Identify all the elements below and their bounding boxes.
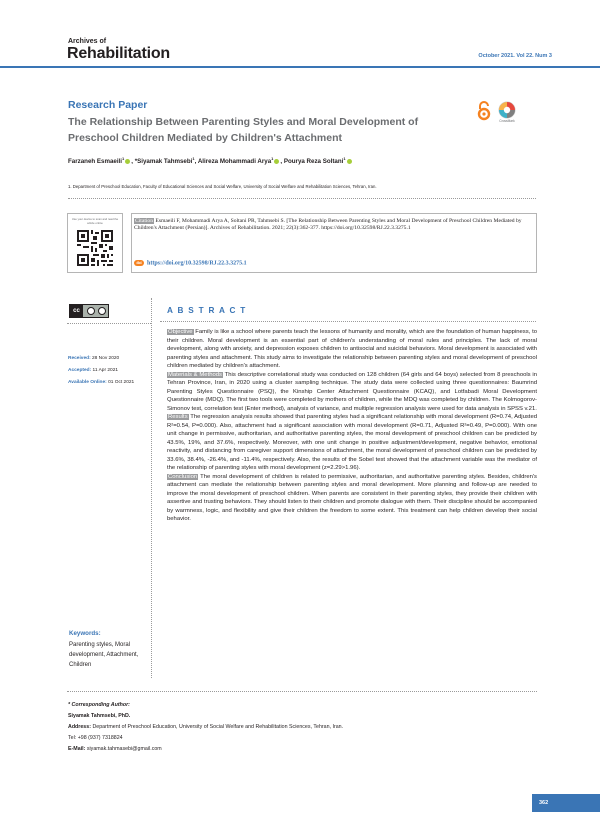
orcid-icon[interactable] (274, 159, 279, 164)
journal-name-top: Archives of (68, 38, 107, 45)
open-access-icon[interactable] (476, 101, 492, 121)
abstract-section: Results The regression analysis results showed that parenting styles had a significant relationship with moral development (R=0.74, Adjusted R²=0.54, P=0.000). Also, attachment had a significant association with moral development (R=0.71, Adjusted R²=0.49, P=0.000). With one unit change in permissive, authoritarian, and authoritative parenting styles, the moral development of preschool children can be predicted by 43.5%, 19%, and 37.6%, respectively. Moreover, with one unit change in positive adjustment/development, negative behavior, emotional reactivity, and distancing from caregiver support dimensions of attachment, the moral development of preschool children can be predicted by 33.6%, 38.4%, -26.4%, and -11.4%, respectively. Also, the results of the Sobel test showed that the attachment variable was the mediator of the relationship of parenting styles with moral development (z=2.29>1.96). (167, 414, 537, 471)
accepted-date: 11 Apr 2021 (92, 368, 119, 373)
cc-license-icon[interactable] (69, 304, 109, 318)
divider (160, 321, 536, 322)
online-date: 01 Oct 2021 (108, 380, 135, 385)
keywords-heading: Keywords: (69, 630, 101, 637)
orcid-icon[interactable] (125, 159, 130, 164)
abstract-section: Conclusion The moral development of children is related to permissive, authoritarian, and authoritative parenting styles. Besides, children's attachment can mediate the relationship between parenting styles and moral development. More planning and follow-up are needed to improve the moral development of preschool children. When parents are consistent in their parenting styles, they provide their children with assertive and trusting behaviors. They should listen to their children and promote dialogue with them. Their discipline should be accompanied by warmness, logic, and flexibility and give their children the freedom to some extent. This treatment can help children develop their social behavior. (167, 473, 537, 522)
abstract-section: Materials & Methods This descriptive correlational study was conducted on 128 children (64 girls and 64 boys) selected from 8 preschools in Tehran Province, Iran, in 2020 using a cluster sampling technique. The study data were collected using three questionnaires: Baumrind Parenting Styles Questionnaire (PSQ), the Kinship Center Attachment Questionnaire (KCAQ), and Lotfabadi Moral Development Questionnaire (MDQ). The first two tools were completed by mothers of children, while the MDQ was completed by children. The Kolmogorov-Simonov test, correlation test (Enter method), analysis of variance, and multiple regression analysis were used for data analysis in SPSS v.21. (167, 371, 537, 412)
doi-link[interactable]: https://doi.org/10.32598/RJ.22.3.3275.1 (147, 260, 247, 267)
svg-text:CrossMark: CrossMark (499, 119, 515, 123)
citation-text: Esmaeili F, Mohammadi Arya A, Soltani PR, Tahmsebi S. [The Relationship Between Parenting Styles and Moral Development of Preschool Children Mediated by Children's Attachment (Persian)]. Archives of Rehabilitation. 2021; 22(3):362-377. https://doi.org/10.32598/RJ.22.3.3275.1 (134, 218, 522, 232)
issue-info: October 2021. Vol 22. Num 3 (478, 53, 552, 59)
abstract-section: Objective Family is like a school where parents teach the lessons of humanity and morality, which are the foundation of human happiness, to their children. Moral development is an essential part of children's understanding of moral rules and principles. The lack of moral development, along with anxiety, and depression exposes children to antisocial and suicidal behaviors. Moral development is associated with parenting styles and attachment. This study aims to investigate the relationship between parenting styles and moral development of preschool children mediated by children's attachment. (167, 329, 537, 369)
article-title: The Relationship Between Parenting Styles and Moral Development of Preschool Children Mediated by Children's Attachment (68, 116, 419, 144)
qr-code-icon[interactable] (75, 228, 115, 268)
accepted-label: Accepted: (68, 368, 92, 373)
address-text: Department of Preschool Education, University of Social Welfare and Rehabilitation Sciences, Tehran, Iran. (90, 724, 344, 730)
section-label: Results (168, 414, 188, 420)
keywords-list: Parenting styles, Moral development, Attachment, Children (69, 642, 139, 668)
author-name[interactable]: Farzaneh Esmaeili (68, 158, 122, 166)
abstract-heading: A B S T R A C T (167, 306, 247, 315)
doi-row (134, 260, 247, 266)
author-name[interactable]: Alireza Mohammadi Arya (197, 158, 272, 166)
affiliation: 1. Department of Preschool Education, Faculty of Educational Sciences and Social Welfare, University of Social Welfare and Rehabilitation Sciences, Tehran, Iran. (68, 184, 377, 189)
orcid-icon[interactable] (347, 159, 352, 164)
divider (67, 323, 151, 324)
paper-type: Research Paper (68, 99, 148, 111)
article-dates (68, 353, 134, 389)
cc-icon: cc (70, 305, 83, 317)
author-name[interactable]: Pourya Reza Soltani (283, 158, 344, 166)
telephone: Tel: +98 (937) 7318824 (68, 735, 123, 741)
author-list: Farzaneh Esmaeili$^1$ , *Siyamak Tahmsebi$^1$, Alireza Mohammadi Arya$^1$ , Pourya Reza Soltani$^1$ (68, 156, 353, 165)
page-number: 362 (532, 794, 600, 812)
abstract-body (167, 328, 537, 524)
author-name[interactable]: *Siyamak Tahmsebi (134, 158, 193, 166)
journal-name: Rehabilitation (67, 45, 170, 62)
corresponding-heading: * Corresponding Author: (68, 702, 130, 708)
divider (67, 691, 537, 692)
divider (68, 198, 536, 199)
received-date: 28 Nov 2020 (92, 356, 120, 361)
column-divider (151, 298, 152, 678)
doi-icon: doi (134, 260, 144, 266)
section-label: Materials & Methods (168, 371, 222, 378)
email-link[interactable]: siyamak.tahmasebi@gmail.com (85, 746, 162, 752)
corresponding-author (68, 700, 343, 755)
citation (134, 218, 534, 233)
cc-nc-icon (98, 307, 106, 315)
section-label: Conclusion (168, 473, 198, 480)
received-label: Received: (68, 356, 91, 361)
qr-caption: Use your device to scan and read the article online (71, 217, 119, 225)
email-label: E-Mail: (68, 746, 86, 752)
cc-by-icon (87, 307, 95, 315)
corresponding-name: Siyamak Tahmsebi, PhD. (68, 713, 131, 719)
crossmark-icon[interactable] (498, 101, 516, 123)
address-label: Address: (68, 724, 91, 730)
header-rule (0, 66, 600, 68)
citation-label: Citation (135, 218, 154, 224)
section-label: Objective (168, 329, 193, 335)
online-label: Available Online: (68, 380, 107, 385)
